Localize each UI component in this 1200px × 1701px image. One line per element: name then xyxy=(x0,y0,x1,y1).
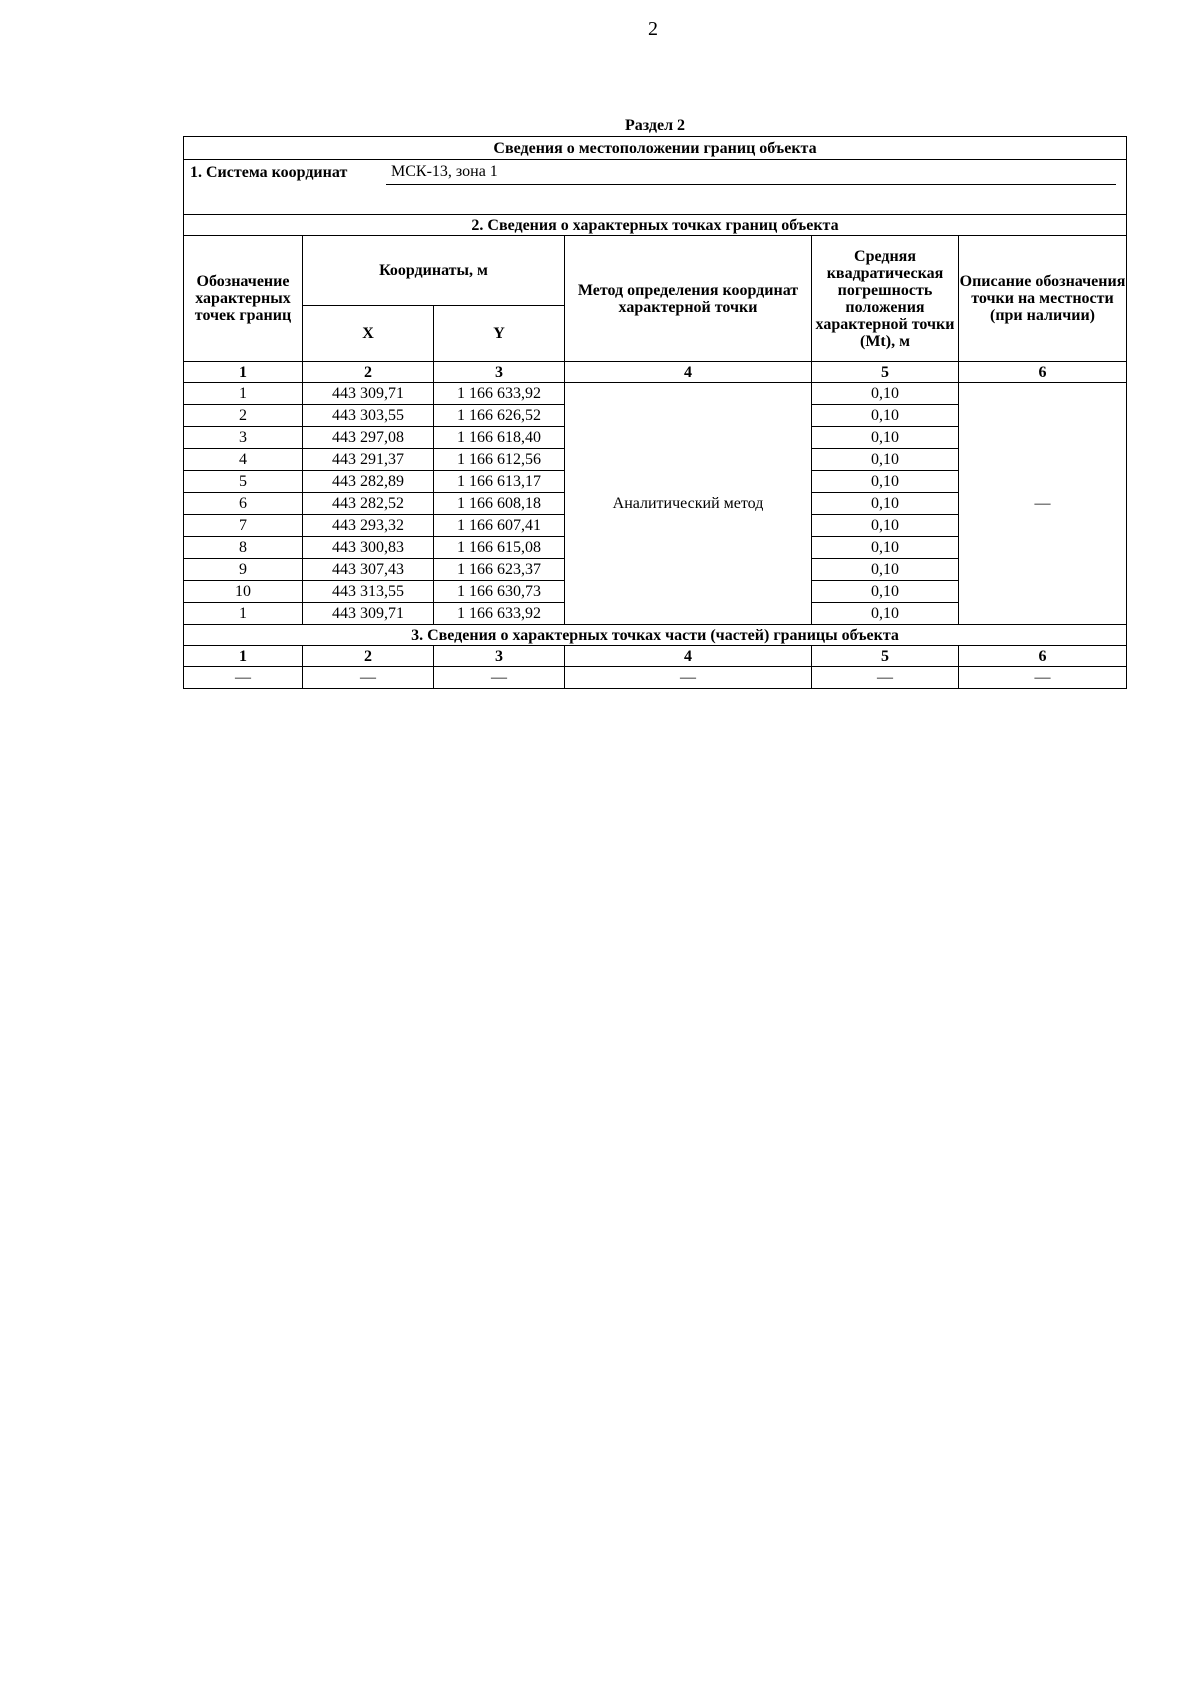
y-cell: 1 166 633,92 xyxy=(434,383,565,405)
mt-cell: 0,10 xyxy=(812,493,959,515)
header-y: Y xyxy=(434,306,565,362)
x-cell: 443 282,52 xyxy=(303,493,434,515)
col-number: 4 xyxy=(565,362,812,383)
col-number: 3 xyxy=(434,646,565,667)
mt-cell: 0,10 xyxy=(812,405,959,427)
x-cell: 443 307,43 xyxy=(303,559,434,581)
table-title: Сведения о местоположении границ объекта xyxy=(184,137,1127,160)
y-cell: 1 166 626,52 xyxy=(434,405,565,427)
x-cell: 443 303,55 xyxy=(303,405,434,427)
dash-cell: — xyxy=(184,667,303,689)
x-cell: 443 291,37 xyxy=(303,449,434,471)
dash-cell: — xyxy=(565,667,812,689)
y-cell: 1 166 615,08 xyxy=(434,537,565,559)
col-number: 5 xyxy=(812,362,959,383)
section-title: Раздел 2 xyxy=(624,117,686,134)
mt-cell: 0,10 xyxy=(812,581,959,603)
point-cell: 6 xyxy=(184,493,303,515)
x-cell: 443 282,89 xyxy=(303,471,434,493)
point-cell: 8 xyxy=(184,537,303,559)
y-cell: 1 166 623,37 xyxy=(434,559,565,581)
col-number: 2 xyxy=(303,362,434,383)
header-coordinates: Координаты, м xyxy=(303,236,565,306)
dash-cell: — xyxy=(434,667,565,689)
page-number: 2 xyxy=(648,18,658,40)
y-cell: 1 166 630,73 xyxy=(434,581,565,603)
mt-cell: 0,10 xyxy=(812,603,959,625)
mt-cell: 0,10 xyxy=(812,449,959,471)
y-cell: 1 166 633,92 xyxy=(434,603,565,625)
coord-underline xyxy=(386,184,1116,185)
y-cell: 1 166 612,56 xyxy=(434,449,565,471)
col-number: 3 xyxy=(434,362,565,383)
mt-cell: 0,10 xyxy=(812,537,959,559)
x-cell: 443 293,32 xyxy=(303,515,434,537)
section3-column-numbers xyxy=(184,646,1127,667)
col-number: 1 xyxy=(184,362,303,383)
section3-dash-row xyxy=(184,667,1127,689)
table-row xyxy=(184,383,1127,405)
point-cell: 1 xyxy=(184,603,303,625)
y-cell: 1 166 608,18 xyxy=(434,493,565,515)
description-cell: — xyxy=(959,383,1127,625)
header-x: X xyxy=(303,306,434,362)
boundary-table xyxy=(183,136,1127,689)
x-cell: 443 313,55 xyxy=(303,581,434,603)
col-number: 5 xyxy=(812,646,959,667)
y-cell: 1 166 618,40 xyxy=(434,427,565,449)
section3-title: 3. Сведения о характерных точках части (частей) границы объекта xyxy=(184,625,1127,646)
dash-cell: — xyxy=(812,667,959,689)
mt-cell: 0,10 xyxy=(812,427,959,449)
x-cell: 443 309,71 xyxy=(303,383,434,405)
point-cell: 5 xyxy=(184,471,303,493)
point-cell: 3 xyxy=(184,427,303,449)
col-number: 1 xyxy=(184,646,303,667)
header-method: Метод определения координат характерной точки xyxy=(565,236,812,362)
mt-cell: 0,10 xyxy=(812,559,959,581)
point-cell: 1 xyxy=(184,383,303,405)
point-cell: 2 xyxy=(184,405,303,427)
x-cell: 443 297,08 xyxy=(303,427,434,449)
section2-column-numbers xyxy=(184,362,1127,383)
point-cell: 7 xyxy=(184,515,303,537)
y-cell: 1 166 607,41 xyxy=(434,515,565,537)
dash-cell: — xyxy=(959,667,1127,689)
header-error: Средняя квадратическая погрешность положения характерной точки (Mt), м xyxy=(812,236,959,362)
col-number: 2 xyxy=(303,646,434,667)
section2-title: 2. Сведения о характерных точках границ объекта xyxy=(184,215,1127,236)
col-number: 4 xyxy=(565,646,812,667)
col-number: 6 xyxy=(959,646,1127,667)
coord-system-row xyxy=(184,160,1127,215)
dash-cell: — xyxy=(303,667,434,689)
mt-cell: 0,10 xyxy=(812,383,959,405)
mt-cell: 0,10 xyxy=(812,471,959,493)
header-description: Описание обозначения точки на местности (при наличии) xyxy=(959,236,1127,362)
y-cell: 1 166 613,17 xyxy=(434,471,565,493)
coord-system-value: МСК-13, зона 1 xyxy=(391,163,498,180)
mt-cell: 0,10 xyxy=(812,515,959,537)
x-cell: 443 300,83 xyxy=(303,537,434,559)
col-number: 6 xyxy=(959,362,1127,383)
method-cell: Аналитический метод xyxy=(565,383,812,625)
point-cell: 9 xyxy=(184,559,303,581)
coord-system-label: 1. Система координат xyxy=(190,164,348,181)
point-cell: 10 xyxy=(184,581,303,603)
point-cell: 4 xyxy=(184,449,303,471)
header-point-designation: Обозначение характерных точек границ xyxy=(184,236,303,362)
x-cell: 443 309,71 xyxy=(303,603,434,625)
